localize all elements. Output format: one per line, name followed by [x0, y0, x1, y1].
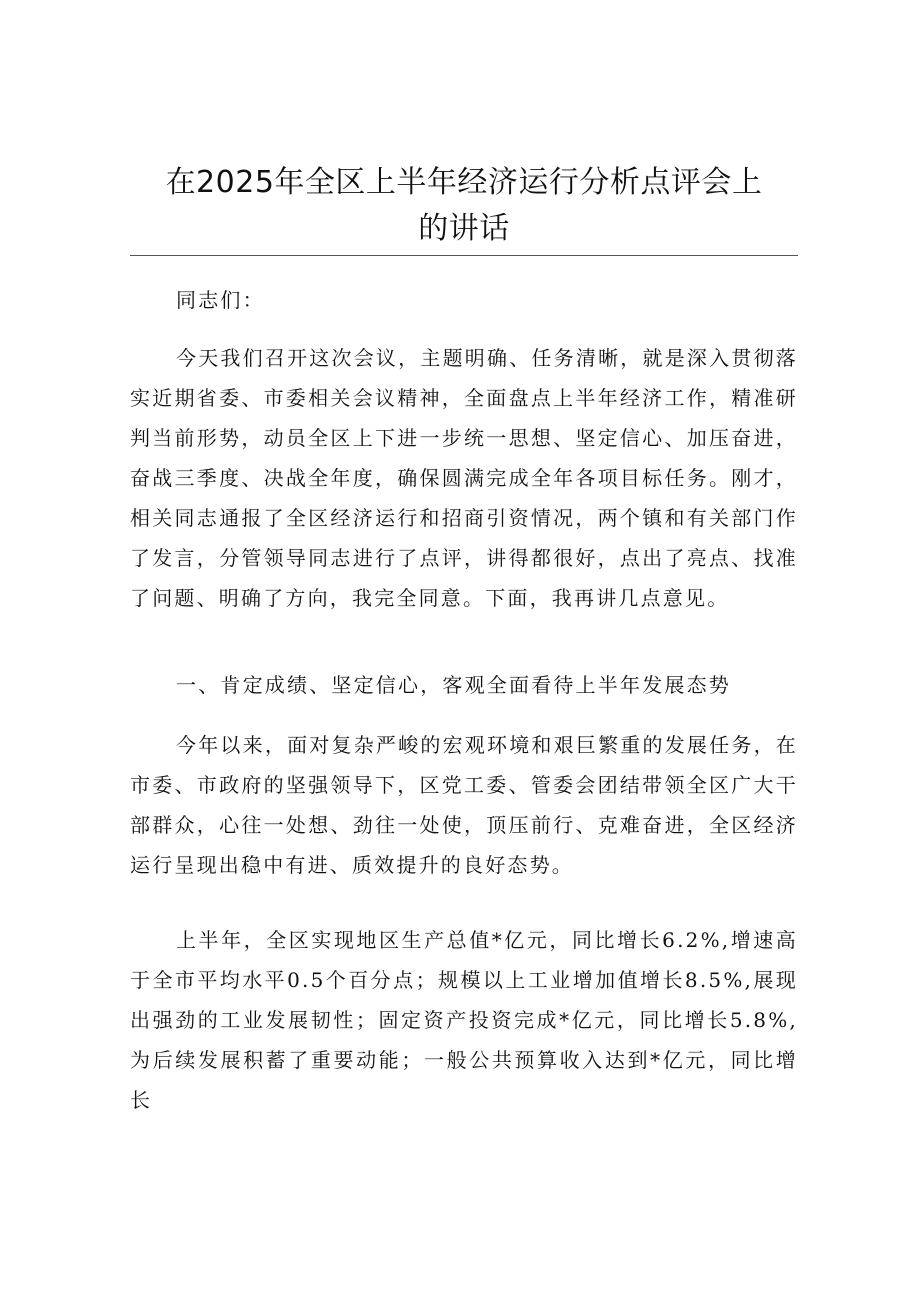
data-block — [130, 920, 798, 1120]
situation-block — [130, 725, 798, 885]
section-1-heading: 一、肯定成绩、坚定信心，客观全面看待上半年发展态势 — [176, 673, 731, 697]
salutation-block — [130, 280, 798, 320]
document-title — [130, 160, 798, 252]
intro-paragraph: 今天我们召开这次会议，主题明确、任务清晰，就是深入贯彻落实近期省委、市委相关会议精神，全面盘点上半年经济工作，精准研判当前形势，动员全区上下进一步统一思想、坚定信心、加压奋进，奋战三季度、决战全年度，确保圆满完成全年各项目标任务。刚才，相关同志通报了全区经济运行和招商引资情况，两个镇和有关部门作了发言，分管领导同志进行了点评，讲得都很好，点出了亮点、找准了问题、明确了方向，我完全同意。下面，我再讲几点意见。 — [130, 346, 798, 610]
economic-data-paragraph: 上半年，全区实现地区生产总值*亿元，同比增长6.2%,增速高于全市平均水平0.5个百分点；规模以上工业增加值增长8.5%,展现出强劲的工业发展韧性；固定资产投资完成*亿元，同比增长5.8%,为后续发展积蓄了重要动能；一般公共预算收入达到*亿元，同比增长 — [130, 928, 798, 1112]
section-heading-block — [130, 665, 798, 705]
title-line-1: 在2025年全区上半年经济运行分析点评会上 — [165, 165, 763, 200]
title-underline-rule — [130, 255, 798, 256]
intro-block — [130, 338, 798, 618]
title-line-2: 的讲话 — [418, 211, 510, 246]
salutation: 同志们： — [176, 288, 265, 312]
situation-paragraph: 今年以来，面对复杂严峻的宏观环境和艰巨繁重的发展任务，在市委、市政府的坚强领导下，区党工委、管委会团结带领全区广大干部群众，心往一处想、劲往一处使，顶压前行、克难奋进，全区经济运行呈现出稳中有进、质效提升的良好态势。 — [130, 733, 798, 877]
